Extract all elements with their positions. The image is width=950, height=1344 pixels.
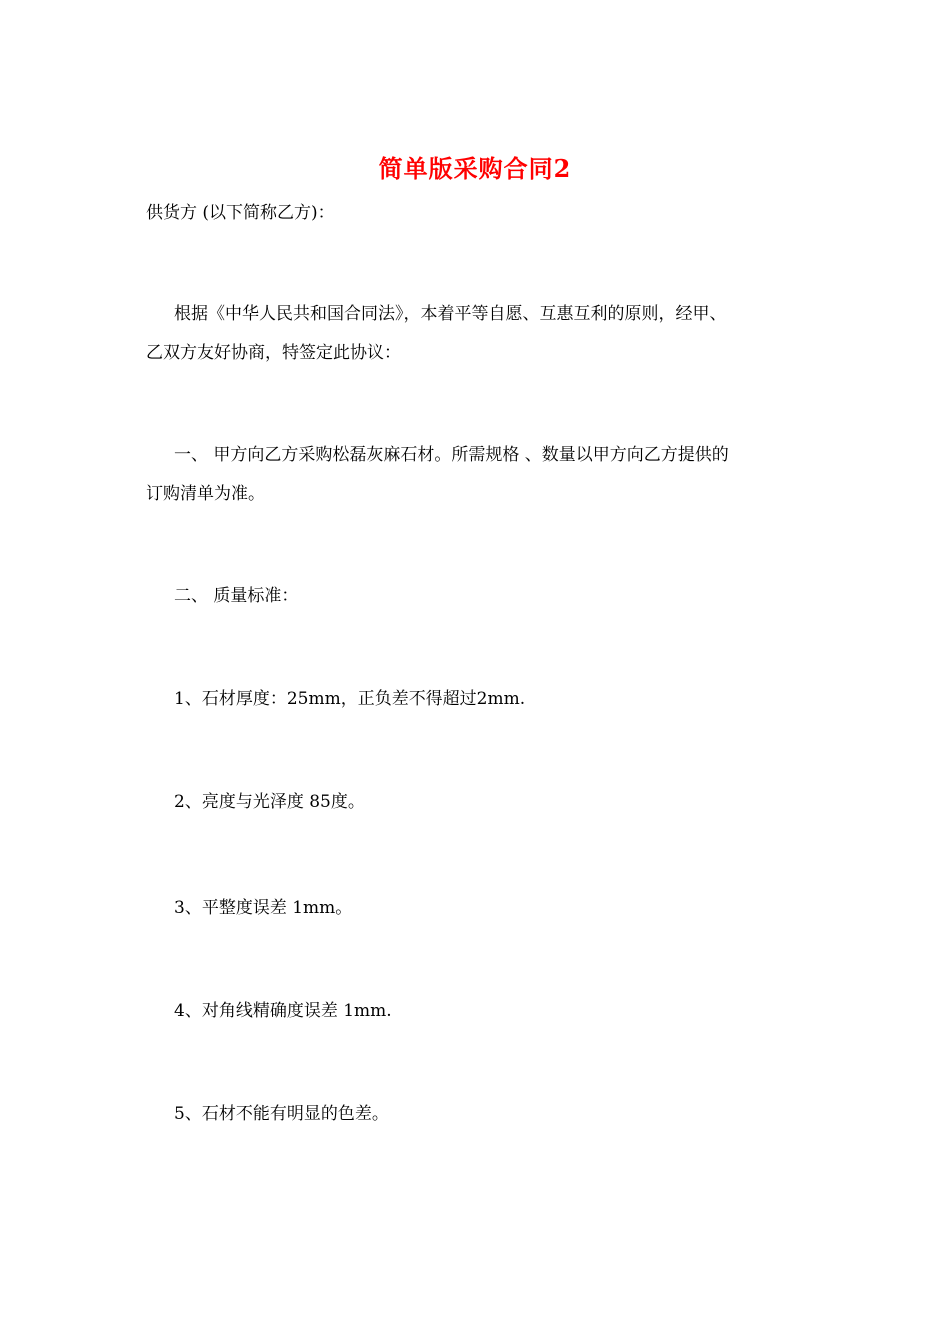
- para1-line2: 乙双方友好协商，特签定此协议：: [146, 343, 401, 363]
- clause2-heading: 二、 质量标准：: [174, 586, 299, 606]
- clause1-line1: 一、 甲方向乙方采购松磊灰麻石材。所需规格 、数量以甲方向乙方提供的: [174, 445, 729, 465]
- clause1-line2: 订购清单为准。: [146, 484, 265, 504]
- document-title: 简单版采购合同2: [378, 154, 572, 183]
- para1-line1: 根据《中华人民共和国合同法》，本着平等自愿、互惠互利的原则，经甲、: [174, 304, 727, 324]
- quality-item-1: 1、石材厚度：25mm，正负差不得超过2mm.: [174, 689, 526, 709]
- quality-item-5: 5、石材不能有明显的色差。: [174, 1104, 389, 1124]
- quality-item-3: 3、平整度误差 1mm。: [174, 898, 353, 918]
- supplier-line: 供货方 (以下简称乙方)：: [146, 203, 335, 223]
- quality-item-2: 2、亮度与光泽度 85度。: [174, 792, 365, 812]
- quality-item-4: 4、对角线精确度误差 1mm.: [174, 1001, 392, 1021]
